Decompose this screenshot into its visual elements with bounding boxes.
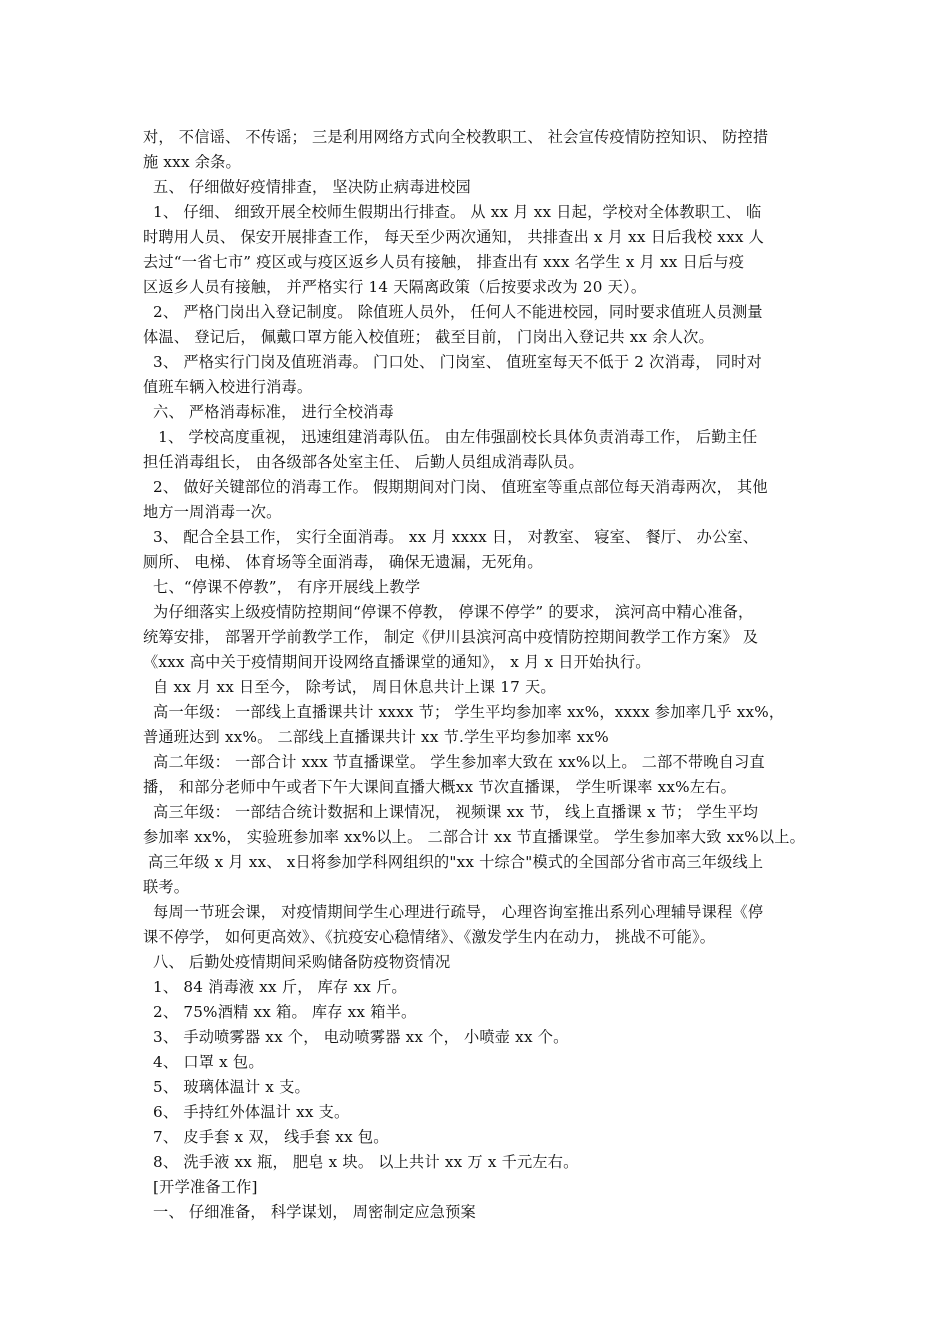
text-line: 2、 做好关键部位的消毒工作。 假期期间对门岗、 值班室等重点部位每天消毒两次， 其他 xyxy=(143,478,768,496)
text-line: 3、 严格实行门岗及值班消毒。 门口处、 门岗室、 值班室每天不低于 2 次消毒， 同时对 xyxy=(143,353,762,371)
text-line: 对， 不信谣、 不传谣； 三是利用网络方式向全校教职工、 社会宣传疫情防控知识、 防控措 xyxy=(143,128,769,146)
text-line: 为仔细落实上级疫情防控期间“停课不停教， 停课不停学” 的要求， 滨河高中精心准备， xyxy=(143,603,754,621)
list-item: 5、 玻璃体温计 x 支。 xyxy=(143,1078,310,1096)
text-line: 地方一周消毒一次。 xyxy=(143,503,282,521)
section-heading: 六、 严格消毒标准， 进行全校消毒 xyxy=(143,403,394,421)
text-line: 时聘用人员、 保安开展排查工作， 每天至少两次通知， 共排查出 x 月 xx 日后我校 xxx 人 xyxy=(143,228,765,246)
text-line: 每周一节班会课， 对疫情期间学生心理进行疏导， 心理咨询室推出系列心理辅导课程《停 xyxy=(143,903,764,921)
text-line: 高三年级 x 月 xx、 x日将参加学科网组织的"xx 十综合"模式的全国部分省市高三年级线上 xyxy=(143,853,764,871)
text-line: 1、 仔细、 细致开展全校师生假期出行排查。 从 xx 月 xx 日起，学校对全体教职工、 临 xyxy=(143,203,762,221)
text-line: 区返乡人员有接触， 并严格实行 14 天隔离政策（后按要求改为 20 天）。 xyxy=(143,278,647,296)
text-line: 普通班达到 xx%。 二部线上直播课共计 xx 节.学生平均参加率 xx% xyxy=(143,728,609,746)
text-line: 自 xx 月 xx 日至今， 除考试， 周日休息共计上课 17 天。 xyxy=(143,678,556,696)
text-line: 参加率 xx%， 实验班参加率 xx%以上。 二部合计 xx 节直播课堂。 学生参加率大致 xx%以上。 xyxy=(143,828,806,846)
list-item: 3、 手动喷雾器 xx 个， 电动喷雾器 xx 个， 小喷壶 xx 个。 xyxy=(143,1028,569,1046)
text-line: 厕所、 电梯、 体育场等全面消毒， 确保无遗漏，无死角。 xyxy=(143,553,543,571)
text-line: 高一年级： 一部线上直播课共计 xxxx 节； 学生平均参加率 xx%，xxxx 参加率几乎 xx%， xyxy=(143,703,785,721)
text-line: 担任消毒组长， 由各级部各处室主任、 后勤人员组成消毒队员。 xyxy=(143,453,584,471)
text-line: 联考。 xyxy=(143,878,190,896)
list-item: 4、 口罩 x 包。 xyxy=(143,1053,264,1071)
list-item: 7、 皮手套 x 双， 线手套 xx 包。 xyxy=(143,1128,389,1146)
text-line: 1、 学校高度重视， 迅速组建消毒队伍。 由左伟强副校长具体负责消毒工作， 后勤主任 xyxy=(143,428,758,446)
text-line: 值班车辆入校进行消毒。 xyxy=(143,378,313,396)
section-heading: 八、 后勤处疫情期间采购储备防疫物资情况 xyxy=(143,953,451,971)
text-line: 高三年级： 一部结合统计数据和上课情况， 视频课 xx 节， 线上直播课 x 节； 学生平均 xyxy=(143,803,759,821)
section-heading: 一、 仔细准备， 科学谋划， 周密制定应急预案 xyxy=(143,1203,476,1221)
section-heading: 五、 仔细做好疫情排查， 坚决防止病毒进校园 xyxy=(143,178,471,196)
text-line: 《xxx 高中关于疫情期间开设网络直播课堂的通知》， x 月 x 日开始执行。 xyxy=(143,653,651,671)
text-line: 体温、 登记后， 佩戴口罩方能入校值班； 截至目前， 门岗出入登记共 xx 余人次。 xyxy=(143,328,714,346)
text-line: 3、 配合全县工作， 实行全面消毒。 xx 月 xxxx 日， 对教室、 寝室、 餐厅、 办公室、 xyxy=(143,528,759,546)
list-item: 1、 84 消毒液 xx 斤， 库存 xx 斤。 xyxy=(143,978,407,996)
list-item: 6、 手持红外体温计 xx 支。 xyxy=(143,1103,350,1121)
text-line: 课不停学， 如何更高效》、《抗疫安心稳情绪》、《激发学生内在动力， 挑战不可能》。 xyxy=(143,928,716,946)
text-line: 施 xxx 余条。 xyxy=(143,153,241,171)
list-item: 8、 洗手液 xx 瓶， 肥皂 x 块。 以上共计 xx 万 x 千元左右。 xyxy=(143,1153,579,1171)
section-heading: 七、“停课不停教”， 有序开展线上教学 xyxy=(143,578,421,596)
list-item: 2、 75%酒精 xx 箱。 库存 xx 箱半。 xyxy=(143,1003,417,1021)
section-heading: [开学准备工作] xyxy=(143,1178,258,1196)
text-line: 统筹安排， 部署开学前教学工作， 制定《伊川县滨河高中疫情防控期间教学工作方案》 及 xyxy=(143,628,759,646)
text-line: 高二年级： 一部合计 xxx 节直播课堂。 学生参加率大致在 xx%以上。 二部不带晚自习直 xyxy=(143,753,765,771)
text-line: 2、 严格门岗出入登记制度。 除值班人员外， 任何人不能进校园，同时要求值班人员测量 xyxy=(143,303,763,321)
text-line: 播， 和部分老师中午或者下午大课间直播大概xx 节次直播课， 学生听课率 xx%左右。 xyxy=(143,778,736,796)
text-line: 去过“一省七市” 疫区或与疫区返乡人员有接触， 排查出有 xxx 名学生 x 月 xx 日后与疫 xyxy=(143,253,745,271)
